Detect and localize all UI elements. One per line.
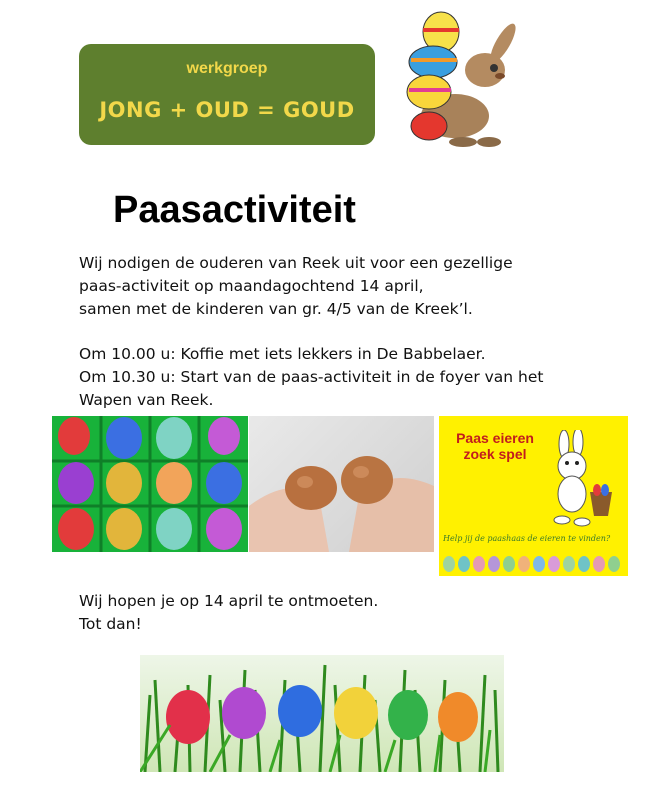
page-title: Paasactiviteit xyxy=(113,189,356,231)
intro-line-1: Wij nodigen de ouderen van Reek uit voor een gezellige xyxy=(79,254,513,272)
bunny-with-eggs-illustration xyxy=(393,8,533,148)
intro-line-3: samen met de kinderen van gr. 4/5 van de Kreek’l. xyxy=(79,300,473,318)
banner xyxy=(79,44,375,145)
closing-line-1: Wij hopen je op 14 april te ontmoeten. xyxy=(79,592,379,610)
egg-hunt-poster-tagline: Help jij de paashaas de eieren te vinden? xyxy=(443,534,611,543)
hands-holding-eggs-image xyxy=(249,416,434,552)
banner-title: JONG + OUD = GOUD xyxy=(99,98,355,122)
easter-egg-grid-image xyxy=(52,416,248,552)
egg-hunt-poster xyxy=(439,416,628,576)
intro-line-2: paas-activiteit op maandagochtend 14 april, xyxy=(79,277,424,295)
schedule-line-2: Om 10.30 u: Start van de paas-activiteit in de foyer van het xyxy=(79,368,544,386)
schedule-line-3: Wapen van Reek. xyxy=(79,391,214,409)
eggs-in-grass-image xyxy=(140,655,504,772)
bunny-running-icon xyxy=(534,430,626,530)
egg-row-icon xyxy=(441,554,627,574)
banner-subtitle: werkgroep xyxy=(186,60,268,77)
egg-hunt-poster-title: Paas eieren zoek spel xyxy=(456,430,534,462)
schedule-line-1: Om 10.00 u: Koffie met iets lekkers in De Babbelaer. xyxy=(79,345,486,363)
closing-line-2: Tot dan! xyxy=(79,615,142,633)
